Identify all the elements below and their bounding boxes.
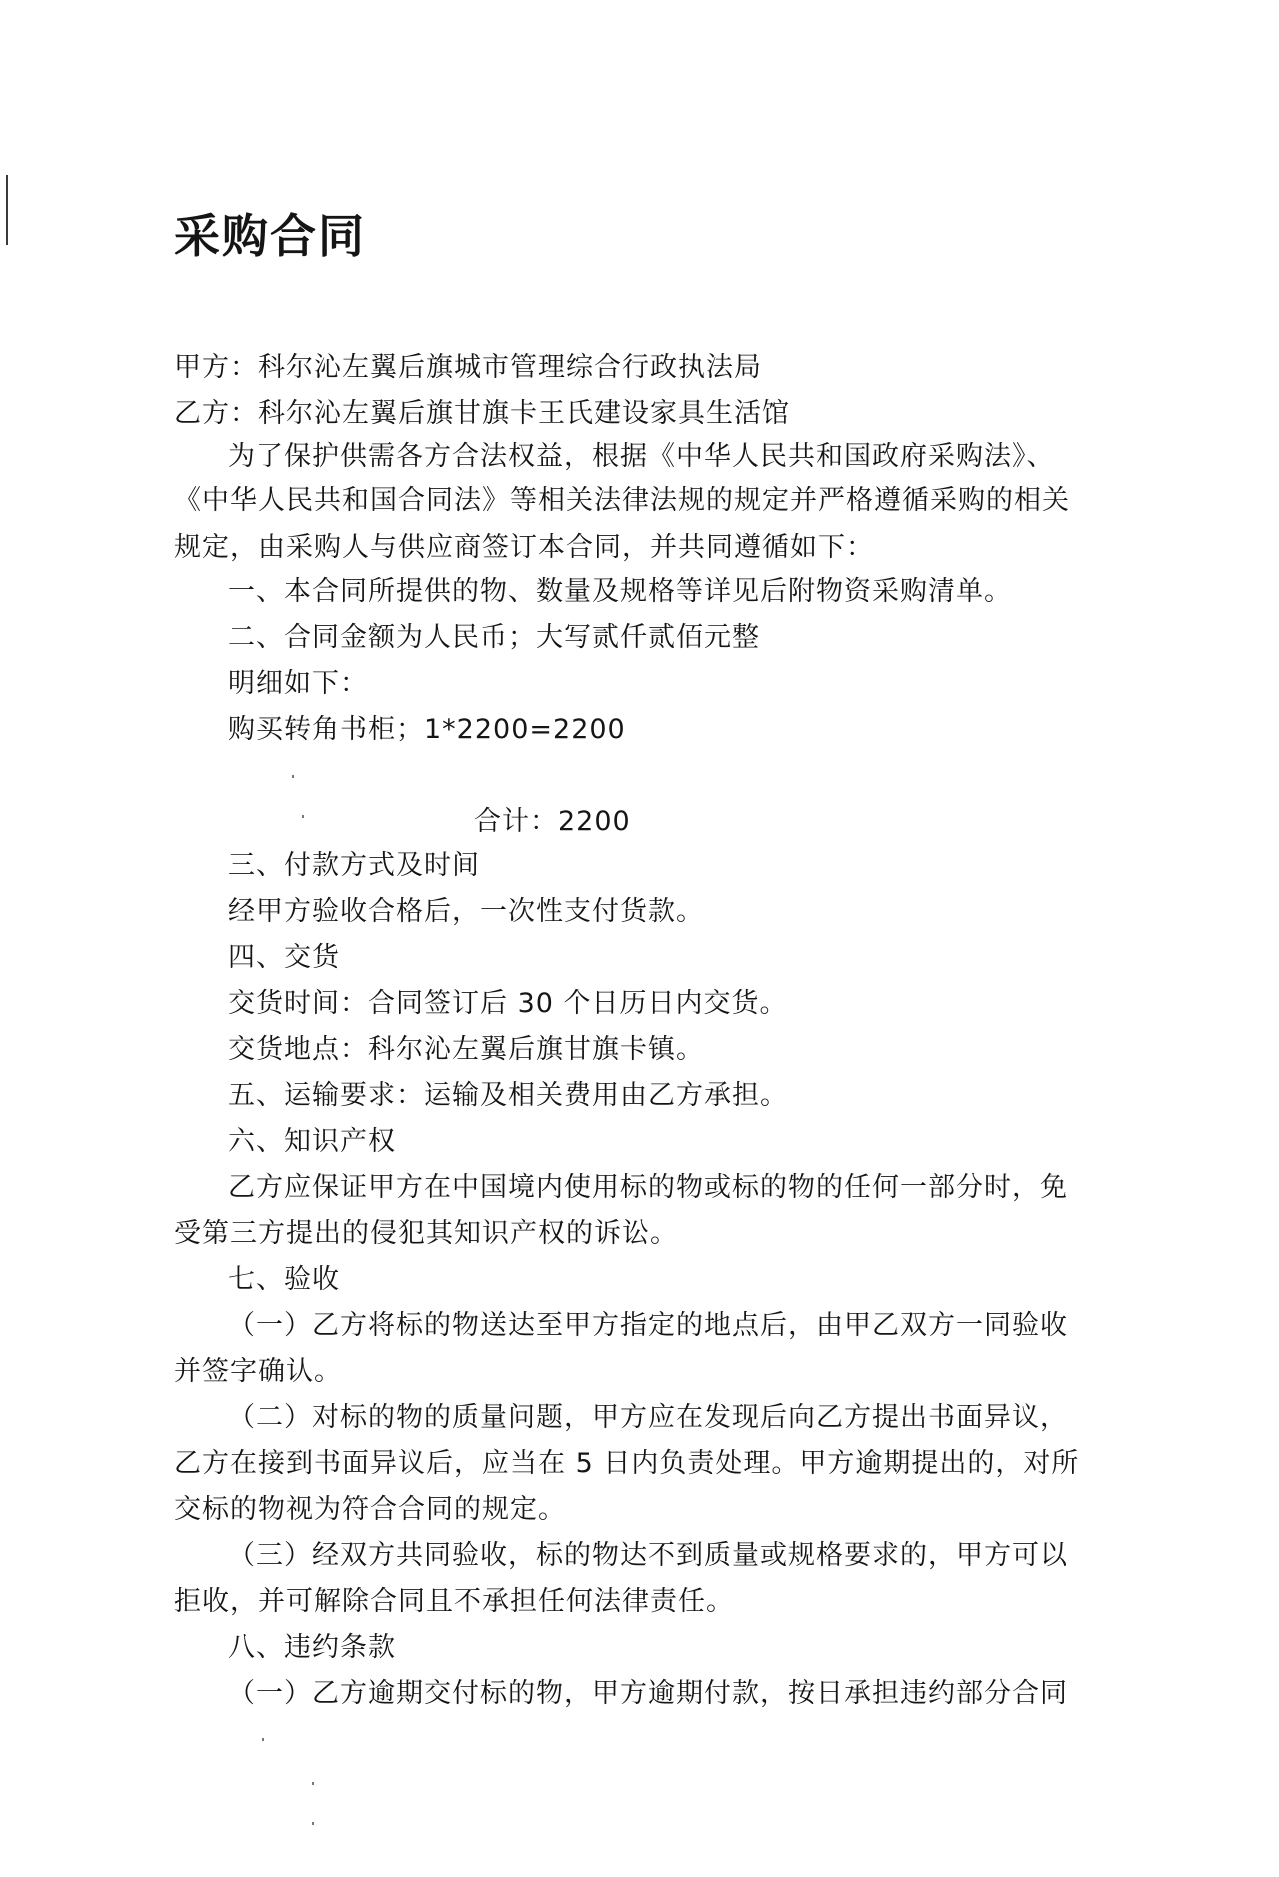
- clause-7-3-line-2: 拒收，并可解除合同且不承担任何法律责任。: [174, 1586, 734, 1617]
- clause-7-heading: 七、验收: [228, 1264, 340, 1295]
- scan-speck: [312, 1782, 314, 1785]
- clause-7-1-line-1: （一）乙方将标的物送达至甲方指定的地点后，由甲乙双方一同验收: [228, 1310, 1068, 1341]
- party-a-line: 甲方：科尔沁左翼后旗城市管理综合行政执法局: [174, 352, 762, 383]
- clause-6-heading: 六、知识产权: [228, 1126, 396, 1157]
- preamble-line-2: 《中华人民共和国合同法》等相关法律法规的规定并严格遵循采购的相关: [174, 485, 1070, 516]
- document-title: 采购合同: [174, 209, 366, 263]
- preamble-line-3: 规定，由采购人与供应商签订本合同，并共同遵循如下：: [174, 532, 874, 563]
- scan-speck: [262, 1738, 264, 1741]
- scan-speck: [312, 1822, 314, 1825]
- clause-6-text-2: 受第三方提出的侵犯其知识产权的诉讼。: [174, 1218, 678, 1249]
- clause-4-heading: 四、交货: [228, 942, 340, 973]
- detail-item: 购买转角书柜；1*2200=2200: [228, 714, 626, 745]
- clause-7-2-line-2: 乙方在接到书面异议后，应当在 5 日内负责处理。甲方逾期提出的，对所: [174, 1448, 1080, 1479]
- clause-3-text: 经甲方验收合格后，一次性支付货款。: [228, 896, 704, 927]
- clause-7-1-line-2: 并签字确认。: [174, 1356, 342, 1387]
- clause-5: 五、运输要求：运输及相关费用由乙方承担。: [228, 1080, 788, 1111]
- clause-2-amount: 二、合同金额为人民币；大写贰仟贰佰元整: [228, 622, 760, 653]
- clause-6-text-1: 乙方应保证甲方在中国境内使用标的物或标的物的任何一部分时，免: [228, 1172, 1068, 1203]
- clause-8-heading: 八、违约条款: [228, 1632, 396, 1663]
- detail-heading: 明细如下：: [228, 668, 368, 699]
- clause-7-2-line-3: 交标的物视为符合合同的规定。: [174, 1494, 566, 1525]
- delivery-time: 交货时间：合同签订后 30 个日历日内交货。: [228, 988, 788, 1019]
- delivery-place: 交货地点：科尔沁左翼后旗甘旗卡镇。: [228, 1034, 704, 1065]
- scan-edge-mark: [6, 175, 8, 245]
- scan-speck: [292, 775, 294, 778]
- clause-3-heading: 三、付款方式及时间: [228, 850, 480, 881]
- clause-7-2-line-1: （二）对标的物的质量问题，甲方应在发现后向乙方提出书面异议，: [228, 1402, 1068, 1433]
- clause-8-1-line-1: （一）乙方逾期交付标的物，甲方逾期付款，按日承担违约部分合同: [228, 1678, 1068, 1709]
- preamble-line-1: 为了保护供需各方合法权益，根据《中华人民共和国政府采购法》、: [228, 441, 1055, 472]
- party-b-line: 乙方：科尔沁左翼后旗甘旗卡王氏建设家具生活馆: [174, 398, 790, 429]
- clause-1: 一、本合同所提供的物、数量及规格等详见后附物资采购清单。: [228, 576, 1012, 607]
- total-line: 合计：2200: [474, 806, 631, 837]
- scan-speck: [302, 815, 304, 818]
- clause-7-3-line-1: （三）经双方共同验收，标的物达不到质量或规格要求的，甲方可以: [228, 1540, 1068, 1571]
